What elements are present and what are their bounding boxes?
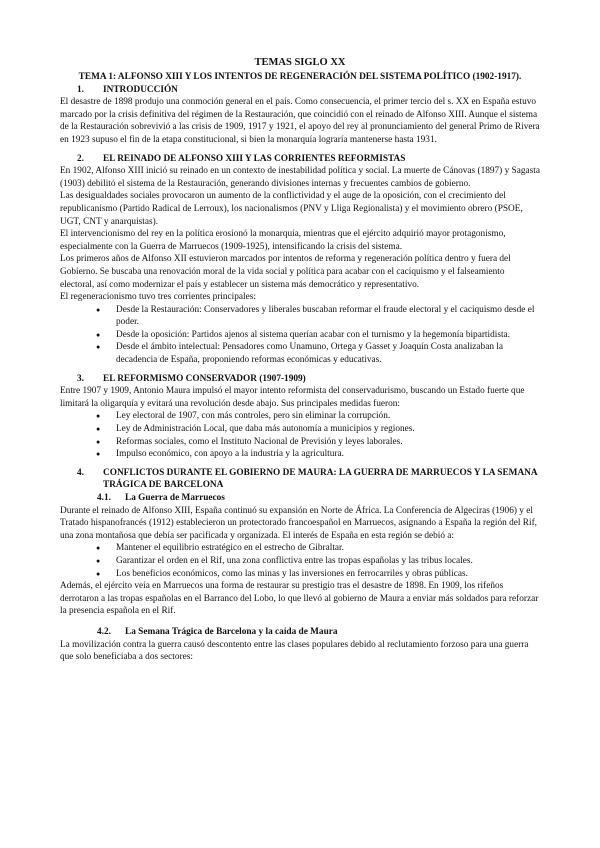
paragraph-ejercito: Además, el ejército veía en Marruecos una forma de restaurar su prestigio tras el desastre de 1898. En 1909, los rifeños derrotaron a las tropas españolas en el Barranco del Lobo, lo que llevó al gobierno de Maura a enviar más soldados para reforzar la presencia española en el Rif. — [60, 581, 539, 617]
section-heading-1: 1. INTRODUCCIÓN — [77, 84, 178, 95]
list-item: ● Garantizar el orden en el Rif, una zona conflictiva entre las tropas españolas y las tribus locales. — [60, 555, 540, 568]
section-heading-4: 4. CONFLICTOS DURANTE EL GOBIERNO DE MAURA: LA GUERRA DE MARRUECOS Y LA SEMANA TRÁGICA DE BARCELONA — [77, 467, 538, 491]
subsection-heading-4-2: 4.2. La Semana Trágica de Barcelona y la caída de Maura — [97, 626, 338, 637]
list-medidas — [60, 410, 540, 460]
list-intereses — [60, 542, 540, 580]
section-heading-3: 3. EL REFORMISMO CONSERVADOR (1907-1909) — [77, 373, 306, 384]
list-item: ● Mantener el equilibrio estratégico en el estrecho de Gibraltar. — [60, 542, 540, 555]
paragraph-primeros-anos: Los primeros años de Alfonso XII estuvieron marcados por intentos de reforma y regeneración política dentro y fuera del Gobierno. Se buscaba una renovación moral de la vida social y política para acabar con el caciquismo y el falseamiento electoral, así como modernizar el país y establecer un sistema más democrático y representativo. — [60, 254, 511, 290]
document-title: TEMAS SIGLO XX — [254, 57, 346, 68]
list-item: ● Desde la oposición: Partidos ajenos al sistema querían acabar con el turnismo y la hegemonía bipartidista. — [60, 329, 540, 342]
paragraph-desigualdades: Las desigualdades sociales provocaron un aumento de la conflictividad y el auge de la oposición, con el crecimiento del republicanismo (Partido Radical de Lerroux), los nacionalismos (PNV y Lliga Regionalista) y el movimiento obrero (PSOE, UGT, CNT y anarquistas). — [60, 191, 523, 227]
document-subtitle: TEMA 1: ALFONSO XIII Y LOS INTENTOS DE REGENERACIÓN DEL SISTEMA POLÍTICO (1902-1917). — [78, 72, 522, 82]
list-item: ● Desde el ámbito intelectual: Pensadores como Unamuno, Ortega y Gasset y Joaquín Costa analizaban la decadencia de España, proponiendo reformas económicas y educativas. — [60, 341, 540, 366]
subsection-heading-4-1: 4.1. La Guerra de Marruecos — [97, 493, 225, 503]
list-item: ● Los beneficios económicos, como las minas y las inversiones en ferrocarriles y obras públicas. — [60, 568, 540, 581]
paragraph-movilizacion: La movilización contra la guerra causó descontento entre las clases populares debido al reclutamiento forzoso para una guerra que solo beneficiaba a dos sectores: — [60, 639, 529, 663]
list-item: ● Ley electoral de 1907, con más controles, pero sin eliminar la corrupción. — [60, 410, 540, 423]
paragraph-introduccion: El desastre de 1898 produjo una conmoción general en el país. Como consecuencia, el primer tercio del s. XX en España estuvo marcado por la crisis definitiva del régimen de la Restauración, que coincidió con el reinado de Alfonso XIII. Aunque el sistema de la Restauración sobrevivió a las crisis de 1909, 1917 y 1921, el apoyo del rey al pronunciamiento del general Primo de Rivera en 1923 supuso el fin de la etapa constitucional, si bien la monarquía lograría mantenerse hasta 1931. — [60, 97, 540, 145]
paragraph-regeneracionismo: El regeneracionismo tuvo tres corrientes principales: — [60, 292, 256, 303]
section-heading-2: 2. EL REINADO DE ALFONSO XIII Y LAS CORRIENTES REFORMISTAS — [77, 153, 406, 164]
paragraph-maura: Entre 1907 y 1909, Antonio Maura impulsó el mayor intento reformista del conservadurismo, buscando un Estado fuerte que limitará la oligarquía y evitará una revolución desde abajo. Sus principales medidas fueron: — [60, 386, 525, 409]
list-item: ● Ley de Administración Local, que daba más autonomía a municipios y regiones. — [60, 423, 540, 436]
list-item: ● Impulso económico, con apoyo a la industria y la agricultura. — [60, 448, 540, 461]
paragraph-marruecos: Durante el reinado de Alfonso XIII, España continuó su expansión en Norte de África. La Conferencia de Algeciras (1906) y el Tratado hispanofrancés (1912) establecieron un protectorado francoespañol en Marruecos, asignando a España la región del Rif, una zona montañosa que debía ser pacificada y organizada. El interés de España en esta región se debió a: — [60, 505, 537, 541]
list-item: ● Desde la Restauración: Conservadores y liberales buscaban reformar el fraude electoral y el caciquismo desde el poder. — [60, 304, 540, 329]
list-item: ● Reformas sociales, como el Instituto Nacional de Previsión y leyes laborales. — [60, 436, 540, 449]
paragraph-intervencionismo: El intervencionismo del rey en la política erosionó la monarquía, mientras que el ejército adquirió mayor protagonismo, especialmente con la Guerra de Marruecos (1909-1925), intensificando la crisis del sistema. — [60, 229, 506, 252]
paragraph-reinado-1902: En 1902, Alfonso XIII inició su reinado en un contexto de inestabilidad política y social. La muerte de Cánovas (1897) y Sagasta (1903) debilitó el sistema de la Restauración, generando divisiones internas y frecuentes cambios de gobierno. — [60, 166, 540, 189]
list-corrientes — [60, 304, 540, 367]
